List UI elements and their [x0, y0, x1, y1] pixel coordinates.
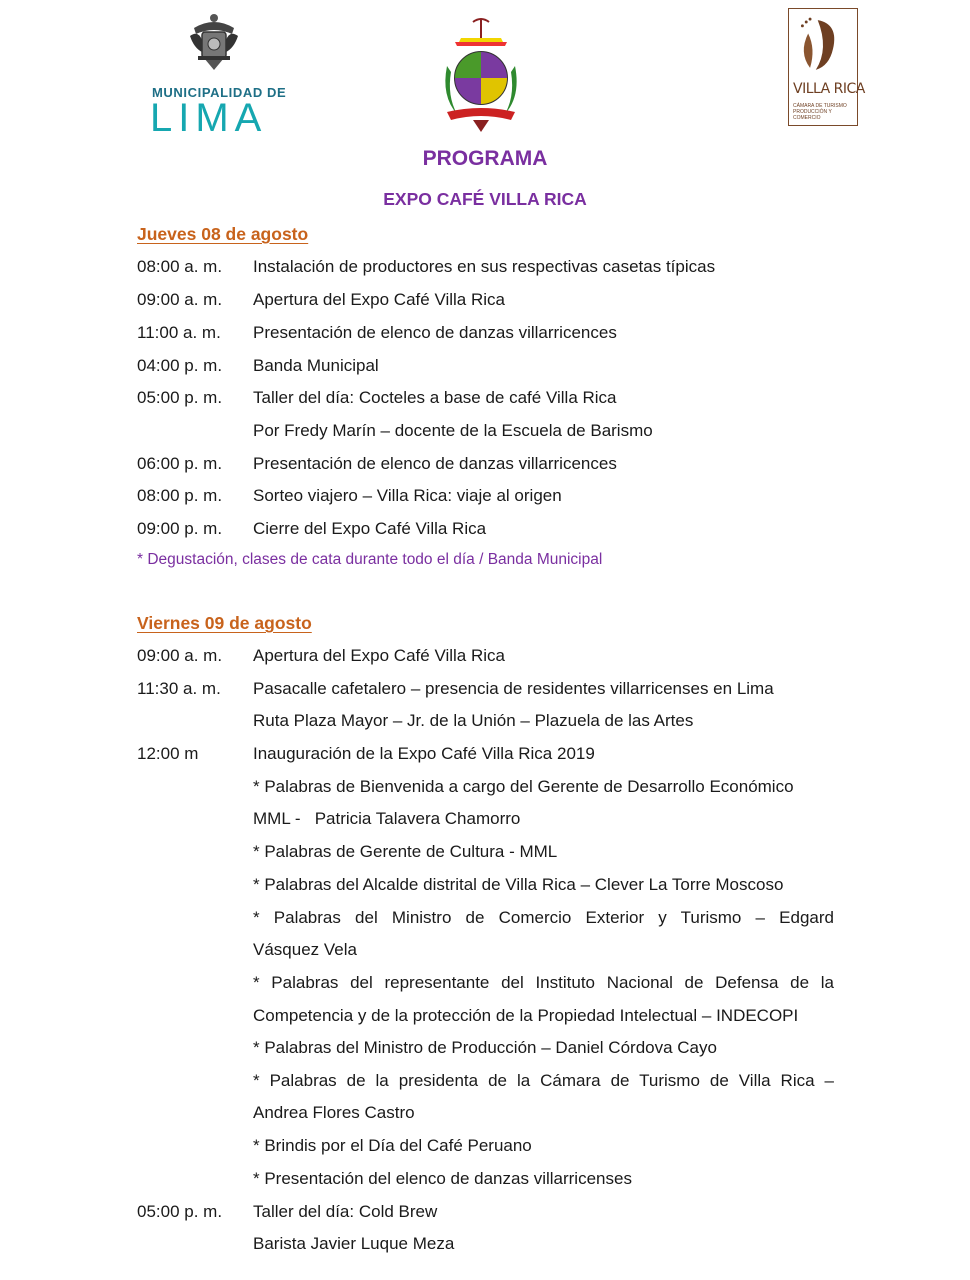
row-time: 11:30 a. m. [137, 679, 221, 698]
row-desc: * Palabras del Ministro de Comercio Exterior y Turismo – Edgard [253, 908, 834, 927]
row-desc: * Palabras de Gerente de Cultura - MML [253, 842, 558, 861]
row-desc: Taller del día: Cold Brew [253, 1202, 438, 1221]
row-desc: Pasacalle cafetalero – presencia de residentes villarricenses en Lima [253, 679, 774, 698]
row-desc: Ruta Plaza Mayor – Jr. de la Unión – Plazuela de las Artes [253, 711, 694, 730]
lima-coat-of-arms-icon [188, 12, 240, 76]
coffee-bean-icon [789, 9, 856, 79]
row-time: 08:00 p. m. [137, 486, 223, 505]
row-time: 09:00 p. m. [137, 519, 223, 538]
lima-logo-small-label: MUNICIPALIDAD DE [152, 85, 287, 100]
day2-heading: Viernes 09 de agosto [137, 613, 312, 633]
row-time: 08:00 a. m. [137, 257, 223, 276]
villa-rica-shield-icon [437, 16, 525, 134]
row-desc: Instalación de productores en sus respectivas casetas típicas [253, 257, 716, 276]
row-time: 04:00 p. m. [137, 356, 223, 375]
page-title: PROGRAMA [422, 147, 548, 170]
municipalidad-lima-logo [118, 12, 308, 140]
row-desc: Cierre del Expo Café Villa Rica [253, 519, 487, 538]
row-desc: * Brindis por el Día del Café Peruano [253, 1136, 532, 1155]
row-desc: Andrea Flores Castro [253, 1103, 415, 1122]
row-desc: MML - Patricia Talavera Chamorro [253, 809, 521, 828]
row-desc: * Palabras del Alcalde distrital de Villa Rica – Clever La Torre Moscoso [253, 875, 784, 894]
row-desc: Vásquez Vela [253, 940, 357, 959]
row-desc: * Palabras del Ministro de Producción – Daniel Córdova Cayo [253, 1038, 717, 1057]
page-subtitle: EXPO CAFÉ VILLA RICA [383, 189, 587, 209]
row-time: 06:00 p. m. [137, 454, 223, 473]
row-desc: Banda Municipal [253, 356, 379, 375]
day1-note: * Degustación, clases de cata durante todo el día / Banda Municipal [137, 551, 603, 568]
row-desc: Sorteo viajero – Villa Rica: viaje al origen [253, 486, 562, 505]
row-desc: * Palabras del representante del Instituto Nacional de Defensa de la [253, 973, 834, 992]
row-desc: Taller del día: Cocteles a base de café Villa Rica [253, 388, 617, 407]
villa-rica-emblem [437, 16, 525, 134]
row-time: 09:00 a. m. [137, 290, 223, 309]
lima-logo-big-label: LIMA [150, 96, 268, 140]
row-desc: Por Fredy Marín – docente de la Escuela de Barismo [253, 421, 653, 440]
row-desc: Competencia y de la protección de la Propiedad Intelectual – INDECOPI [253, 1006, 799, 1025]
row-time: 09:00 a. m. [137, 646, 223, 665]
villa-rica-brand-label: VILLA RICA [793, 81, 865, 97]
day1-heading: Jueves 08 de agosto [137, 224, 309, 244]
row-time: 05:00 p. m. [137, 1202, 223, 1221]
row-desc: Presentación de elenco de danzas villarricences [253, 454, 617, 473]
row-desc: Presentación de elenco de danzas villarricences [253, 323, 617, 342]
row-time: 11:00 a. m. [137, 323, 221, 342]
row-time: 05:00 p. m. [137, 388, 223, 407]
row-desc: Barista Javier Luque Meza [253, 1234, 455, 1253]
row-desc: Apertura del Expo Café Villa Rica [253, 290, 505, 309]
row-desc: Apertura del Expo Café Villa Rica [253, 646, 505, 665]
row-desc: * Palabras de Bienvenida a cargo del Gerente de Desarrollo Económico [253, 777, 794, 796]
villa-rica-sub-label: CÁMARA DE TURISMO PRODUCCIÓN Y COMERCIO [793, 103, 847, 121]
row-desc: * Presentación del elenco de danzas villarricenses [253, 1169, 632, 1188]
camara-villa-rica-logo [788, 8, 865, 126]
row-desc: Inauguración de la Expo Café Villa Rica 2019 [253, 744, 595, 763]
row-time: 12:00 m [137, 744, 199, 763]
row-desc: * Palabras de la presidenta de la Cámara de Turismo de Villa Rica – [253, 1071, 834, 1090]
